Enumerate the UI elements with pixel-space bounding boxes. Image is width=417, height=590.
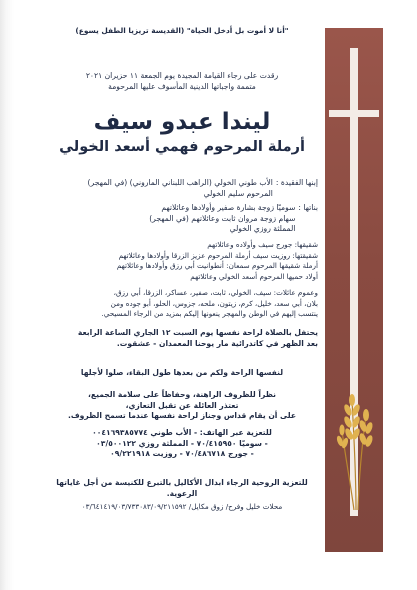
cross-bar [329,110,379,117]
donation-line: للتعزية الروحية الرجاء ابدال الأكاليل بالتبرع للكنيسة من أجل غاياتها الرعوية. [56,478,308,498]
families-line: ينتسب إليهم في الوطن والمهجر ينعونها إليكم بمزيد من الرجاء المسيحي. [101,309,318,319]
families-line: وعموم عائلات: سيف، الخولي، ثابت، صفير، عساكر، الزرقا، أبي رزق، [113,288,318,297]
daughters-block [46,203,318,235]
notice-line: نظراً للظروف الراهنة، وحفاظاً على سلامة الجميع، [88,390,276,399]
intro-line: متممة واجباتها الدينية المأسوف عليها المرحومة [108,82,256,91]
daughters-label: بناتها : [298,203,318,212]
relative-line: شقيقها: جورج سيف وأولاده وعائلاتهم [207,240,318,249]
prayer-block [46,328,318,349]
phone-line: - جورج ٧٠/٤٨٦٧١٨ - روزيت ٠٩/٢٢١٩١٨ [110,449,254,459]
deceased-name: ليندا عبدو سيف [93,109,271,135]
daughter-line: المملثة روزي الخولي [229,224,296,234]
obituary-content [46,12,318,572]
phone-line: - سوميّا ٧٠/٤١٥٩٥٠ - المملثة روزي ٠٣/٥٠٠١٢٢ [96,438,268,448]
rest-line: لنفسها الراحة ولكم من بعدها طول البقاء، صلوا لأجلها [80,368,284,377]
widow-line: أرملة المرحوم فهمي أسعد الخولي [59,139,305,155]
intro [46,70,318,92]
son-block [46,178,318,199]
daughter-line: سهام زوجة مروان ثابت وعائلاتهم (في المهجر) [149,213,296,223]
relative-line: شقيقتها: روزيت سيف أرملة المرحوم عزيز الزرقا وأولادها وعائلاتهم [118,250,318,260]
notice-line: على أن يقام قداس وجناز لراحة نفسها عندما تسمح الظروف. [67,411,297,421]
intro-line: رقدت على رجاء القيامة المجيدة يوم الجمعة ١١ حزيران ٢٠٢١ [85,71,279,80]
notice-block [46,390,318,422]
son-line: الأب طوني الخولي (الراهب اللبناني الماروني) (في المهجر) [87,178,273,187]
prayer-line: يحتفل بالصلاة لراحة نفسها يوم السبت ١٢ الجاري الساعة الرابعة [77,328,318,337]
families-line: بلان، أبي سعد، خليل، كرم، زيتون، ملحه، جزوس، الحلو، أبو جوده ومن [110,298,318,308]
quote: "أنا لا أموت بل أدخل الحياة" (القديسة تريزيا الطفل يسوع) [75,26,289,35]
wheat-icon [334,360,378,510]
daughter-line: سوميّا زوجة بشارة صفير وأولادها وعائلاتهم [161,203,296,212]
relatives-block [46,240,318,282]
son-label: إبنها الفقيدة : [275,178,318,187]
phone-title: للتعزية عبر الهاتف: - الأب طوني ٠٠٤١٦٩٣٨٥٧٧٤ [92,428,272,437]
families-block [46,288,318,320]
relative-line: أرملة شقيقها المرحوم سمعان: أنطوانيت أبي رزق وأولادها وعائلاتهم [116,261,318,271]
phone-block [46,428,318,460]
relative-line: أولاد حميها المرحوم أسعد الخولي وعائلاتهم [190,271,318,281]
son-line: المرحوم سليم الخولي [203,188,273,198]
prayer-line: بعد الظهر في كاتدرائية مار يوحنا المعمدان - عشقوت. [116,338,318,348]
notice-line: تعتذر العائلة عن تقبل التعازي، [125,400,239,410]
footer-line: محلات خليل وفرح/ زوق مكايل/ ٠٣/٦٤١٤١٩/٠٣/٧٣٣٠٨٣/٠٩/٢١١٥٩٢ [81,502,283,511]
